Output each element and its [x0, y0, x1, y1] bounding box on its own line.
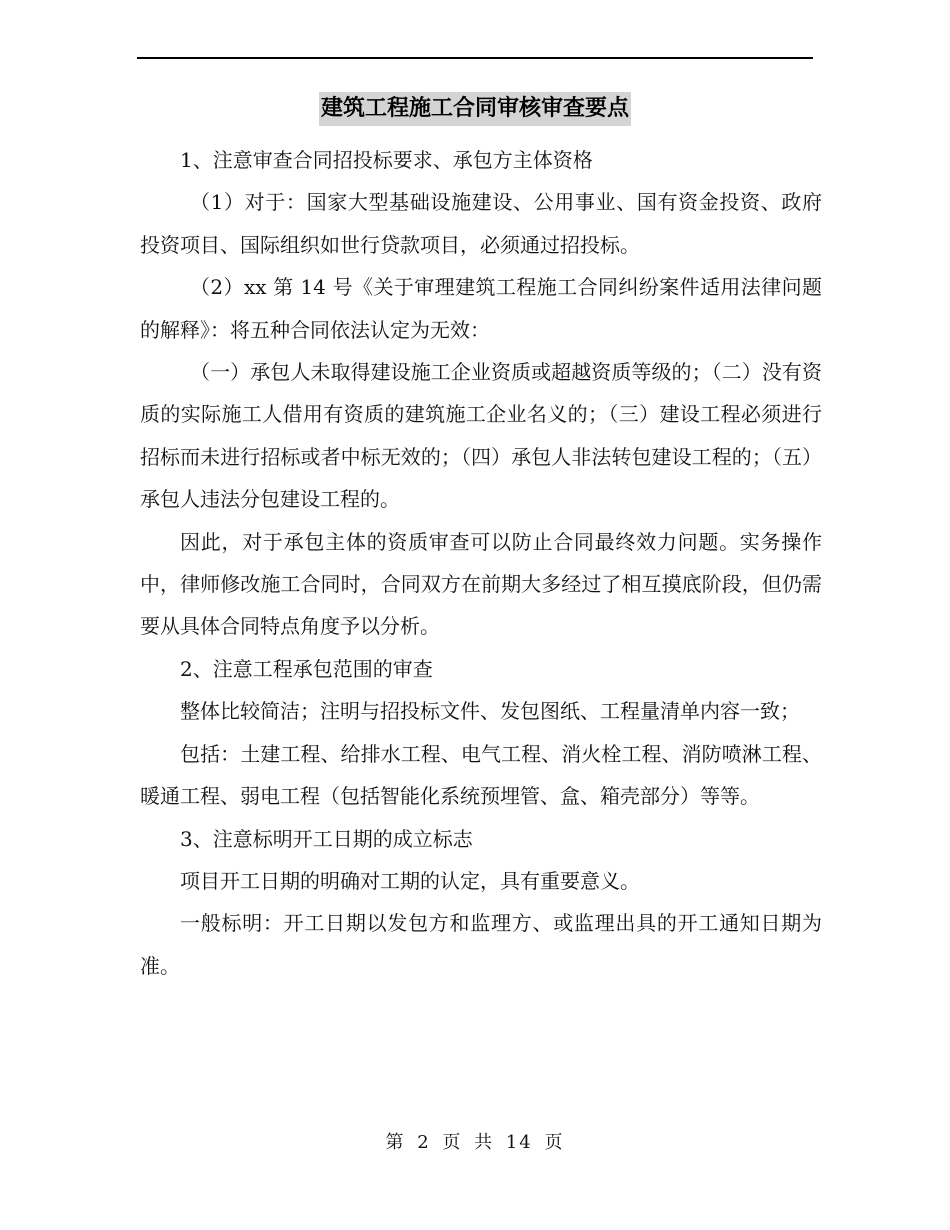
paragraph-invalid-contracts: （一）承包人未取得建设施工企业资质或超越资质等级的；（二）没有资质的实际施工人借用有资质的建筑施工企业名义的；（三）建设工程必须进行招标而未进行招标或者中标无效的；（四）承包人非法转包建设工程的；（五）承包人违法分包建设工程的。 [140, 360, 822, 512]
paragraph-start-date-importance: 项目开工日期的明确对工期的认定，具有重要意义。 [180, 868, 640, 893]
paragraph-scope-summary: 整体比较简洁；注明与招投标文件、发包图纸、工程量清单内容一致； [180, 699, 800, 724]
header-rule [137, 57, 813, 59]
title-container [0, 92, 950, 126]
document-body [140, 139, 822, 987]
paragraph-start-date-rule: 一般标明：开工日期以发包方和监理方、或监理出具的开工通知日期为准。 [140, 911, 822, 978]
document-title: 建筑工程施工合同审核审查要点 [319, 92, 631, 126]
paragraph-conclusion: 因此，对于承包主体的资质审查可以防止合同最终效力问题。实务操作中，律师修改施工合同时，合同双方在前期大多经过了相互摸底阶段，但仍需要从具体合同特点角度予以分析。 [140, 529, 822, 639]
paragraph-scope-items: 包括：土建工程、给排水工程、电气工程、消火栓工程、消防喷淋工程、暖通工程、弱电工程（包括智能化系统预埋管、盒、箱壳部分）等等。 [140, 741, 822, 809]
paragraph-item-1: （1）对于：国家大型基础设施建设、公用事业、国有资金投资、政府投资项目、国际组织如世行贷款项目，必须通过招投标。 [140, 190, 822, 257]
section-heading-2: 2、注意工程承包范围的审查 [180, 656, 433, 681]
section-heading-1: 1、注意审查合同招投标要求、承包方主体资格 [180, 148, 593, 172]
section-heading-3: 3、注意标明开工日期的成立标志 [180, 826, 473, 851]
paragraph-item-2: （2）xx 第 14 号《关于审理建筑工程施工合同纠纷案件适用法律问题的解释》：将五种合同依法认定为无效： [140, 275, 822, 342]
page-number-footer: 第 2 页 共 14 页 [385, 1132, 565, 1153]
